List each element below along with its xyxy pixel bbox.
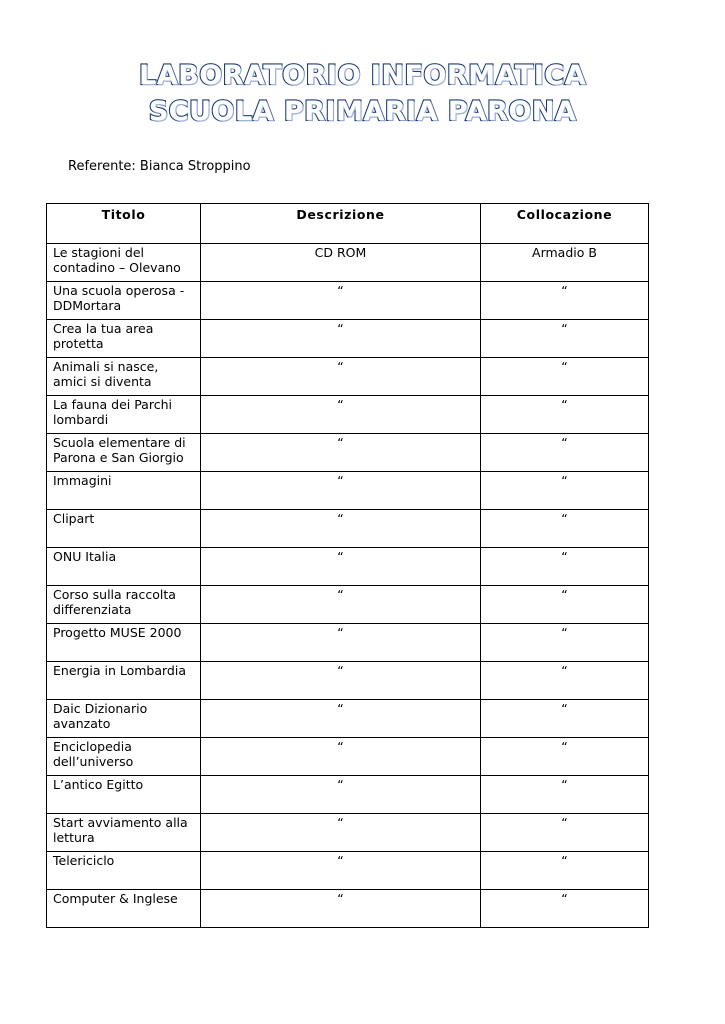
cell-descrizione: CD ROM: [201, 244, 481, 282]
table-row: [47, 586, 649, 624]
cell-titolo: Le stagioni del contadino – Olevano: [47, 244, 201, 282]
cell-titolo: Telericiclo: [47, 852, 201, 890]
table-row: [47, 472, 649, 510]
cell-titolo: Clipart: [47, 510, 201, 548]
cell-collocazione: “: [481, 320, 649, 358]
table-row: [47, 244, 649, 282]
cell-descrizione: “: [201, 282, 481, 320]
cell-collocazione: “: [481, 700, 649, 738]
cell-titolo: La fauna dei Parchi lombardi: [47, 396, 201, 434]
cell-collocazione: “: [481, 624, 649, 662]
title-line-1: LABORATORIO INFORMATICA: [139, 60, 586, 91]
table-row: [47, 890, 649, 928]
table-row: [47, 738, 649, 776]
cell-titolo: Daic Dizionario avanzato: [47, 700, 201, 738]
title-line-2: SCUOLA PRIMARIA PARONA: [148, 96, 577, 127]
cell-titolo: Scuola elementare di Parona e San Giorgio: [47, 434, 201, 472]
cell-titolo: L’antico Egitto: [47, 776, 201, 814]
cell-titolo: Crea la tua area protetta: [47, 320, 201, 358]
cell-descrizione: “: [201, 358, 481, 396]
table-row: [47, 548, 649, 586]
table-row: [47, 814, 649, 852]
table-row: [47, 624, 649, 662]
header-descrizione: Descrizione: [201, 204, 481, 244]
cell-collocazione: “: [481, 738, 649, 776]
cell-collocazione: “: [481, 548, 649, 586]
header-collocazione: Collocazione: [481, 204, 649, 244]
table-row: [47, 510, 649, 548]
cell-collocazione: “: [481, 890, 649, 928]
cell-descrizione: “: [201, 814, 481, 852]
inventory-table: [46, 203, 649, 928]
cell-collocazione: “: [481, 434, 649, 472]
table-row: [47, 662, 649, 700]
referente-text: Referente: Bianca Stroppino: [68, 159, 251, 174]
cell-descrizione: “: [201, 738, 481, 776]
cell-collocazione: “: [481, 662, 649, 700]
cell-collocazione: “: [481, 776, 649, 814]
cell-descrizione: “: [201, 434, 481, 472]
cell-titolo: Immagini: [47, 472, 201, 510]
cell-titolo: Energia in Lombardia: [47, 662, 201, 700]
cell-descrizione: “: [201, 624, 481, 662]
table-row: [47, 434, 649, 472]
cell-collocazione: “: [481, 852, 649, 890]
cell-collocazione: “: [481, 814, 649, 852]
table-row: [47, 358, 649, 396]
cell-titolo: Una scuola operosa - DDMortara: [47, 282, 201, 320]
cell-descrizione: “: [201, 472, 481, 510]
cell-collocazione: “: [481, 472, 649, 510]
cell-descrizione: “: [201, 510, 481, 548]
cell-titolo: Progetto MUSE 2000: [47, 624, 201, 662]
cell-collocazione: “: [481, 282, 649, 320]
cell-titolo: ONU Italia: [47, 548, 201, 586]
cell-descrizione: “: [201, 662, 481, 700]
cell-descrizione: “: [201, 700, 481, 738]
cell-descrizione: “: [201, 776, 481, 814]
cell-titolo: Computer & Inglese: [47, 890, 201, 928]
cell-descrizione: “: [201, 852, 481, 890]
cell-titolo: Enciclopedia dell’universo: [47, 738, 201, 776]
table-row: [47, 700, 649, 738]
cell-titolo: Start avviamento alla lettura: [47, 814, 201, 852]
cell-titolo: Corso sulla raccolta differenziata: [47, 586, 201, 624]
table-row: [47, 320, 649, 358]
cell-collocazione: “: [481, 586, 649, 624]
cell-titolo: Animali si nasce, amici si diventa: [47, 358, 201, 396]
cell-collocazione: Armadio B: [481, 244, 649, 282]
table-row: [47, 852, 649, 890]
table-row: [47, 396, 649, 434]
table-row: [47, 282, 649, 320]
table-header-row: [47, 204, 649, 244]
cell-collocazione: “: [481, 510, 649, 548]
header-titolo: Titolo: [47, 204, 201, 244]
cell-descrizione: “: [201, 548, 481, 586]
cell-descrizione: “: [201, 890, 481, 928]
table-row: [47, 776, 649, 814]
cell-descrizione: “: [201, 396, 481, 434]
cell-collocazione: “: [481, 358, 649, 396]
cell-collocazione: “: [481, 396, 649, 434]
cell-descrizione: “: [201, 320, 481, 358]
cell-descrizione: “: [201, 586, 481, 624]
document-title: [0, 58, 725, 130]
